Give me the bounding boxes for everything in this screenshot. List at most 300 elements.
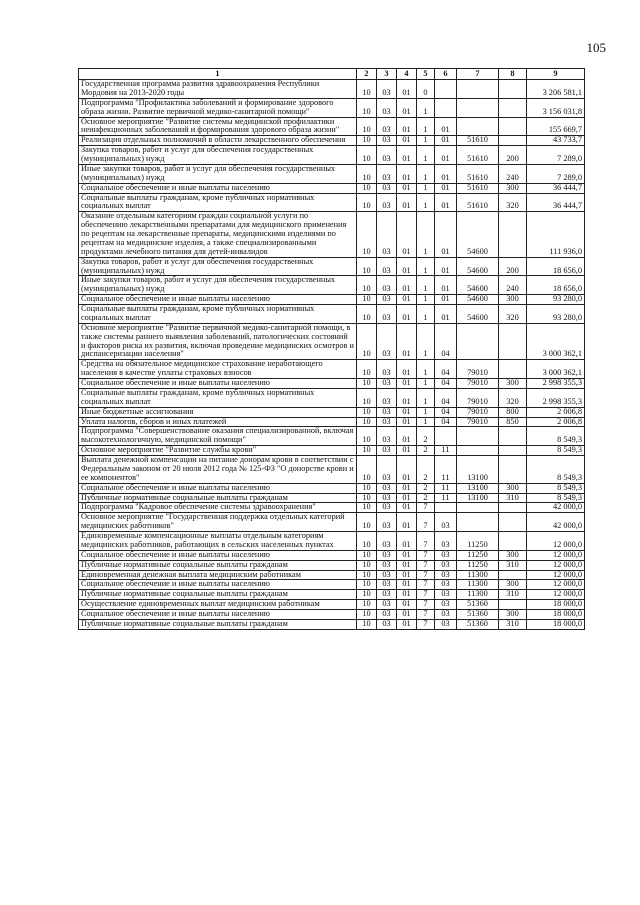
activity-cell: 03 bbox=[435, 560, 457, 570]
section-cell: 10 bbox=[357, 98, 377, 117]
name-cell: Социальные выплаты гражданам, кроме публичных нормативных социальных выплат bbox=[79, 193, 357, 212]
amount-cell: 18 000,0 bbox=[527, 619, 585, 629]
section-cell: 10 bbox=[357, 295, 377, 305]
activity-cell: 04 bbox=[435, 417, 457, 427]
table-row bbox=[79, 532, 585, 551]
amount-cell: 2 006,8 bbox=[527, 417, 585, 427]
subprogram-cell: 1 bbox=[417, 417, 435, 427]
table-row bbox=[79, 360, 585, 379]
subprogram-cell: 1 bbox=[417, 164, 435, 183]
direction-cell: 79010 bbox=[457, 417, 499, 427]
amount-cell: 36 444,7 bbox=[527, 183, 585, 193]
activity-cell: 11 bbox=[435, 446, 457, 456]
subsection-cell: 03 bbox=[377, 600, 397, 610]
subprogram-cell: 7 bbox=[417, 503, 435, 513]
amount-cell: 36 444,7 bbox=[527, 193, 585, 212]
subprogram-cell: 1 bbox=[417, 212, 435, 257]
table-row bbox=[79, 305, 585, 324]
direction-cell: 11250 bbox=[457, 532, 499, 551]
section-cell: 10 bbox=[357, 446, 377, 456]
column-header: 9 bbox=[527, 69, 585, 80]
direction-cell: 54600 bbox=[457, 295, 499, 305]
program-cell: 01 bbox=[397, 276, 417, 295]
table-row bbox=[79, 379, 585, 389]
header-row bbox=[79, 69, 585, 80]
activity-cell: 04 bbox=[435, 379, 457, 389]
amount-cell: 2 998 355,3 bbox=[527, 379, 585, 389]
section-cell: 10 bbox=[357, 532, 377, 551]
program-cell: 01 bbox=[397, 360, 417, 379]
expense-type-cell: 300 bbox=[499, 580, 527, 590]
column-header: 5 bbox=[417, 69, 435, 80]
table-row bbox=[79, 98, 585, 117]
section-cell: 10 bbox=[357, 610, 377, 620]
expense-type-cell: 300 bbox=[499, 550, 527, 560]
program-cell: 01 bbox=[397, 323, 417, 360]
amount-cell: 111 936,0 bbox=[527, 212, 585, 257]
program-cell: 01 bbox=[397, 570, 417, 580]
subprogram-cell: 1 bbox=[417, 146, 435, 165]
name-cell: Основное мероприятие "Развитие службы крови" bbox=[79, 446, 357, 456]
amount-cell: 7 289,0 bbox=[527, 146, 585, 165]
program-cell: 01 bbox=[397, 590, 417, 600]
name-cell: Подпрограмма "Профилактика заболеваний и формирование здорового образа жизни. Развитие первичной медико-санитарной помощи" bbox=[79, 98, 357, 117]
program-cell: 01 bbox=[397, 136, 417, 146]
section-cell: 10 bbox=[357, 276, 377, 295]
amount-cell: 3 000 362,1 bbox=[527, 360, 585, 379]
amount-cell: 93 280,0 bbox=[527, 295, 585, 305]
subsection-cell: 03 bbox=[377, 360, 397, 379]
direction-cell: 54600 bbox=[457, 212, 499, 257]
amount-cell: 8 549,3 bbox=[527, 456, 585, 484]
program-cell: 01 bbox=[397, 212, 417, 257]
direction-cell: 13100 bbox=[457, 493, 499, 503]
program-cell: 01 bbox=[397, 117, 417, 136]
subprogram-cell: 1 bbox=[417, 360, 435, 379]
subprogram-cell: 1 bbox=[417, 136, 435, 146]
activity-cell: 01 bbox=[435, 257, 457, 276]
program-cell: 01 bbox=[397, 257, 417, 276]
expense-type-cell bbox=[499, 323, 527, 360]
name-cell: Единовременные компенсационные выплаты отдельным категориям медицинских работников, работающих в сельских населенных пунктах bbox=[79, 532, 357, 551]
activity-cell bbox=[435, 427, 457, 446]
amount-cell: 43 733,7 bbox=[527, 136, 585, 146]
program-cell: 01 bbox=[397, 483, 417, 493]
direction-cell bbox=[457, 323, 499, 360]
amount-cell: 12 000,0 bbox=[527, 590, 585, 600]
activity-cell bbox=[435, 98, 457, 117]
amount-cell: 42 000,0 bbox=[527, 503, 585, 513]
direction-cell: 51610 bbox=[457, 146, 499, 165]
activity-cell: 01 bbox=[435, 146, 457, 165]
section-cell: 10 bbox=[357, 619, 377, 629]
section-cell: 10 bbox=[357, 257, 377, 276]
subprogram-cell: 7 bbox=[417, 560, 435, 570]
direction-cell bbox=[457, 80, 499, 99]
subsection-cell: 03 bbox=[377, 407, 397, 417]
activity-cell: 04 bbox=[435, 360, 457, 379]
program-cell: 01 bbox=[397, 513, 417, 532]
activity-cell: 03 bbox=[435, 600, 457, 610]
table-row bbox=[79, 407, 585, 417]
expense-type-cell bbox=[499, 117, 527, 136]
subsection-cell: 03 bbox=[377, 193, 397, 212]
subprogram-cell: 1 bbox=[417, 379, 435, 389]
expense-type-cell bbox=[499, 360, 527, 379]
activity-cell: 04 bbox=[435, 388, 457, 407]
name-cell: Социальные выплаты гражданам, кроме публичных нормативных социальных выплат bbox=[79, 305, 357, 324]
column-header: 7 bbox=[457, 69, 499, 80]
subprogram-cell: 1 bbox=[417, 193, 435, 212]
subsection-cell: 03 bbox=[377, 550, 397, 560]
subprogram-cell: 1 bbox=[417, 98, 435, 117]
subsection-cell: 03 bbox=[377, 560, 397, 570]
subsection-cell: 03 bbox=[377, 590, 397, 600]
subsection-cell: 03 bbox=[377, 212, 397, 257]
subprogram-cell: 1 bbox=[417, 183, 435, 193]
subsection-cell: 03 bbox=[377, 136, 397, 146]
expense-type-cell bbox=[499, 136, 527, 146]
subsection-cell: 03 bbox=[377, 580, 397, 590]
direction-cell: 51610 bbox=[457, 164, 499, 183]
column-header: 2 bbox=[357, 69, 377, 80]
amount-cell: 8 549,3 bbox=[527, 427, 585, 446]
direction-cell: 51610 bbox=[457, 183, 499, 193]
column-header: 1 bbox=[79, 69, 357, 80]
name-cell: Основное мероприятие "Государственная поддержка отдельных категорий медицинских работников" bbox=[79, 513, 357, 532]
section-cell: 10 bbox=[357, 560, 377, 570]
amount-cell: 3 156 031,8 bbox=[527, 98, 585, 117]
subprogram-cell: 7 bbox=[417, 513, 435, 532]
page-number: 105 bbox=[586, 40, 606, 55]
section-cell: 10 bbox=[357, 117, 377, 136]
amount-cell: 3 000 362,1 bbox=[527, 323, 585, 360]
subsection-cell: 03 bbox=[377, 513, 397, 532]
subsection-cell: 03 bbox=[377, 379, 397, 389]
subprogram-cell: 1 bbox=[417, 305, 435, 324]
name-cell: Иные бюджетные ассигнования bbox=[79, 407, 357, 417]
expense-type-cell: 200 bbox=[499, 257, 527, 276]
subsection-cell: 03 bbox=[377, 146, 397, 165]
table-row bbox=[79, 146, 585, 165]
subsection-cell: 03 bbox=[377, 446, 397, 456]
amount-cell: 18 656,0 bbox=[527, 257, 585, 276]
expense-type-cell: 300 bbox=[499, 483, 527, 493]
name-cell: Социальное обеспечение и иные выплаты населению bbox=[79, 295, 357, 305]
section-cell: 10 bbox=[357, 164, 377, 183]
expense-type-cell: 310 bbox=[499, 493, 527, 503]
activity-cell: 01 bbox=[435, 136, 457, 146]
expense-type-cell: 310 bbox=[499, 619, 527, 629]
section-cell: 10 bbox=[357, 493, 377, 503]
amount-cell: 18 656,0 bbox=[527, 276, 585, 295]
program-cell: 01 bbox=[397, 388, 417, 407]
amount-cell: 2 998 355,3 bbox=[527, 388, 585, 407]
budget-table bbox=[78, 68, 585, 630]
subsection-cell: 03 bbox=[377, 323, 397, 360]
name-cell: Социальное обеспечение и иные выплаты населению bbox=[79, 379, 357, 389]
direction-cell: 51360 bbox=[457, 610, 499, 620]
subprogram-cell: 7 bbox=[417, 590, 435, 600]
table-row bbox=[79, 164, 585, 183]
subprogram-cell: 7 bbox=[417, 619, 435, 629]
activity-cell: 03 bbox=[435, 619, 457, 629]
section-cell: 10 bbox=[357, 388, 377, 407]
amount-cell: 12 000,0 bbox=[527, 550, 585, 560]
section-cell: 10 bbox=[357, 417, 377, 427]
direction-cell: 79010 bbox=[457, 379, 499, 389]
program-cell: 01 bbox=[397, 503, 417, 513]
amount-cell: 8 549,3 bbox=[527, 493, 585, 503]
program-cell: 01 bbox=[397, 560, 417, 570]
activity-cell: 03 bbox=[435, 590, 457, 600]
amount-cell: 7 289,0 bbox=[527, 164, 585, 183]
section-cell: 10 bbox=[357, 360, 377, 379]
expense-type-cell: 300 bbox=[499, 379, 527, 389]
direction-cell: 79010 bbox=[457, 407, 499, 417]
subprogram-cell: 1 bbox=[417, 295, 435, 305]
subsection-cell: 03 bbox=[377, 503, 397, 513]
program-cell: 01 bbox=[397, 610, 417, 620]
program-cell: 01 bbox=[397, 619, 417, 629]
amount-cell: 42 000,0 bbox=[527, 513, 585, 532]
name-cell: Средства на обязательное медицинское страхование неработающего населения в качестве уплаты страховых взносов bbox=[79, 360, 357, 379]
direction-cell bbox=[457, 427, 499, 446]
name-cell: Основное мероприятие "Развитие системы медицинской профилактики неинфекционных заболеваний и формирования здорового образа жизни" bbox=[79, 117, 357, 136]
program-cell: 01 bbox=[397, 295, 417, 305]
subprogram-cell: 2 bbox=[417, 427, 435, 446]
amount-cell: 18 000,0 bbox=[527, 600, 585, 610]
table-row bbox=[79, 560, 585, 570]
section-cell: 10 bbox=[357, 456, 377, 484]
program-cell: 01 bbox=[397, 183, 417, 193]
table-row bbox=[79, 550, 585, 560]
section-cell: 10 bbox=[357, 183, 377, 193]
direction-cell: 51360 bbox=[457, 600, 499, 610]
column-header: 4 bbox=[397, 69, 417, 80]
expense-type-cell: 240 bbox=[499, 164, 527, 183]
name-cell: Государственная программа развития здравоохранения Республики Мордовия на 2013-2020 годы bbox=[79, 80, 357, 99]
subsection-cell: 03 bbox=[377, 483, 397, 493]
amount-cell: 12 000,0 bbox=[527, 580, 585, 590]
name-cell: Осуществление единовременных выплат медицинским работникам bbox=[79, 600, 357, 610]
amount-cell: 3 206 581,1 bbox=[527, 80, 585, 99]
activity-cell: 11 bbox=[435, 493, 457, 503]
expense-type-cell: 240 bbox=[499, 276, 527, 295]
subprogram-cell: 2 bbox=[417, 493, 435, 503]
activity-cell: 01 bbox=[435, 164, 457, 183]
expense-type-cell: 200 bbox=[499, 146, 527, 165]
name-cell: Публичные нормативные социальные выплаты гражданам bbox=[79, 493, 357, 503]
section-cell: 10 bbox=[357, 379, 377, 389]
amount-cell: 2 006,8 bbox=[527, 407, 585, 417]
direction-cell: 54600 bbox=[457, 276, 499, 295]
subsection-cell: 03 bbox=[377, 295, 397, 305]
program-cell: 01 bbox=[397, 146, 417, 165]
subsection-cell: 03 bbox=[377, 80, 397, 99]
expense-type-cell bbox=[499, 80, 527, 99]
subsection-cell: 03 bbox=[377, 117, 397, 136]
amount-cell: 12 000,0 bbox=[527, 560, 585, 570]
amount-cell: 8 549,3 bbox=[527, 483, 585, 493]
subsection-cell: 03 bbox=[377, 276, 397, 295]
table-row bbox=[79, 276, 585, 295]
section-cell: 10 bbox=[357, 580, 377, 590]
expense-type-cell: 800 bbox=[499, 407, 527, 417]
subprogram-cell: 7 bbox=[417, 532, 435, 551]
name-cell: Оказание отдельным категориям граждан социальной услуги по обеспечению лекарственными препаратами для медицинского применения по рецептам на лекарственные препараты, медицинскими изделиями по рецептам на медицинские изделия, а также специализированными продуктами лечебного питания для детей-инвалидов bbox=[79, 212, 357, 257]
name-cell: Подпрограмма "Совершенствование оказания специализированной, включая высокотехнологичную, медицинской помощи" bbox=[79, 427, 357, 446]
name-cell: Закупка товаров, работ и услуг для обеспечения государственных (муниципальных) нужд bbox=[79, 146, 357, 165]
name-cell: Закупка товаров, работ и услуг для обеспечения государственных (муниципальных) нужд bbox=[79, 257, 357, 276]
amount-cell: 93 280,0 bbox=[527, 305, 585, 324]
direction-cell bbox=[457, 98, 499, 117]
expense-type-cell bbox=[499, 456, 527, 484]
table-row bbox=[79, 212, 585, 257]
section-cell: 10 bbox=[357, 483, 377, 493]
column-header: 3 bbox=[377, 69, 397, 80]
expense-type-cell bbox=[499, 513, 527, 532]
table-row bbox=[79, 183, 585, 193]
subprogram-cell: 1 bbox=[417, 257, 435, 276]
subprogram-cell: 2 bbox=[417, 483, 435, 493]
program-cell: 01 bbox=[397, 80, 417, 99]
section-cell: 10 bbox=[357, 136, 377, 146]
program-cell: 01 bbox=[397, 379, 417, 389]
name-cell: Социальное обеспечение и иные выплаты населению bbox=[79, 550, 357, 560]
direction-cell: 79010 bbox=[457, 360, 499, 379]
section-cell: 10 bbox=[357, 503, 377, 513]
subsection-cell: 03 bbox=[377, 164, 397, 183]
expense-type-cell: 320 bbox=[499, 193, 527, 212]
direction-cell: 11300 bbox=[457, 590, 499, 600]
section-cell: 10 bbox=[357, 513, 377, 532]
section-cell: 10 bbox=[357, 600, 377, 610]
activity-cell: 01 bbox=[435, 212, 457, 257]
expense-type-cell: 850 bbox=[499, 417, 527, 427]
program-cell: 01 bbox=[397, 532, 417, 551]
table-row bbox=[79, 456, 585, 484]
name-cell: Выплата денежной компенсации на питание донорам крови в соответствии с Федеральным законом от 20 июля 2012 года № 125-ФЗ "О донорстве крови и ее компонентов" bbox=[79, 456, 357, 484]
subprogram-cell: 1 bbox=[417, 117, 435, 136]
expense-type-cell bbox=[499, 446, 527, 456]
expense-type-cell bbox=[499, 98, 527, 117]
expense-type-cell: 310 bbox=[499, 590, 527, 600]
direction-cell bbox=[457, 503, 499, 513]
table-row bbox=[79, 513, 585, 532]
subprogram-cell: 7 bbox=[417, 550, 435, 560]
amount-cell: 12 000,0 bbox=[527, 570, 585, 580]
direction-cell bbox=[457, 117, 499, 136]
program-cell: 01 bbox=[397, 427, 417, 446]
subsection-cell: 03 bbox=[377, 257, 397, 276]
section-cell: 10 bbox=[357, 193, 377, 212]
table-row bbox=[79, 619, 585, 629]
table-row bbox=[79, 193, 585, 212]
expense-type-cell: 320 bbox=[499, 305, 527, 324]
activity-cell: 03 bbox=[435, 532, 457, 551]
program-cell: 01 bbox=[397, 456, 417, 484]
subsection-cell: 03 bbox=[377, 98, 397, 117]
section-cell: 10 bbox=[357, 80, 377, 99]
section-cell: 10 bbox=[357, 323, 377, 360]
section-cell: 10 bbox=[357, 427, 377, 446]
expense-type-cell bbox=[499, 212, 527, 257]
direction-cell: 54600 bbox=[457, 257, 499, 276]
amount-cell: 8 549,3 bbox=[527, 446, 585, 456]
subprogram-cell: 2 bbox=[417, 446, 435, 456]
section-cell: 10 bbox=[357, 590, 377, 600]
activity-cell: 01 bbox=[435, 193, 457, 212]
subsection-cell: 03 bbox=[377, 570, 397, 580]
name-cell: Социальное обеспечение и иные выплаты населению bbox=[79, 610, 357, 620]
expense-type-cell bbox=[499, 503, 527, 513]
activity-cell: 03 bbox=[435, 580, 457, 590]
activity-cell: 11 bbox=[435, 456, 457, 484]
section-cell: 10 bbox=[357, 550, 377, 560]
subsection-cell: 03 bbox=[377, 493, 397, 503]
expense-type-cell bbox=[499, 427, 527, 446]
table-body bbox=[79, 80, 585, 630]
table-row bbox=[79, 388, 585, 407]
program-cell: 01 bbox=[397, 417, 417, 427]
activity-cell: 03 bbox=[435, 550, 457, 560]
subsection-cell: 03 bbox=[377, 619, 397, 629]
name-cell: Социальное обеспечение и иные выплаты населению bbox=[79, 183, 357, 193]
amount-cell: 18 000,0 bbox=[527, 610, 585, 620]
program-cell: 01 bbox=[397, 305, 417, 324]
direction-cell: 11300 bbox=[457, 570, 499, 580]
name-cell: Публичные нормативные социальные выплаты гражданам bbox=[79, 590, 357, 600]
activity-cell: 01 bbox=[435, 117, 457, 136]
activity-cell: 04 bbox=[435, 323, 457, 360]
section-cell: 10 bbox=[357, 212, 377, 257]
program-cell: 01 bbox=[397, 446, 417, 456]
direction-cell: 11250 bbox=[457, 550, 499, 560]
subsection-cell: 03 bbox=[377, 610, 397, 620]
table-header bbox=[79, 69, 585, 80]
name-cell: Публичные нормативные социальные выплаты гражданам bbox=[79, 619, 357, 629]
name-cell: Иные закупки товаров, работ и услуг для обеспечения государственных (муниципальных) нужд bbox=[79, 276, 357, 295]
column-header: 8 bbox=[499, 69, 527, 80]
name-cell: Социальные выплаты гражданам, кроме публичных нормативных социальных выплат bbox=[79, 388, 357, 407]
activity-cell: 11 bbox=[435, 483, 457, 493]
subprogram-cell: 1 bbox=[417, 407, 435, 417]
name-cell: Единовременная денежная выплата медицинским работникам bbox=[79, 570, 357, 580]
activity-cell: 01 bbox=[435, 183, 457, 193]
expense-type-cell: 300 bbox=[499, 610, 527, 620]
table-row bbox=[79, 117, 585, 136]
table-row bbox=[79, 257, 585, 276]
direction-cell: 79010 bbox=[457, 388, 499, 407]
program-cell: 01 bbox=[397, 407, 417, 417]
expense-type-cell bbox=[499, 532, 527, 551]
subprogram-cell: 1 bbox=[417, 388, 435, 407]
subprogram-cell: 7 bbox=[417, 570, 435, 580]
subprogram-cell: 7 bbox=[417, 600, 435, 610]
activity-cell bbox=[435, 80, 457, 99]
name-cell: Уплата налогов, сборов и иных платежей bbox=[79, 417, 357, 427]
table-row bbox=[79, 610, 585, 620]
program-cell: 01 bbox=[397, 550, 417, 560]
subsection-cell: 03 bbox=[377, 427, 397, 446]
direction-cell: 51610 bbox=[457, 136, 499, 146]
activity-cell: 01 bbox=[435, 305, 457, 324]
table-row bbox=[79, 483, 585, 493]
activity-cell: 03 bbox=[435, 513, 457, 532]
subprogram-cell: 0 bbox=[417, 80, 435, 99]
direction-cell: 51360 bbox=[457, 619, 499, 629]
